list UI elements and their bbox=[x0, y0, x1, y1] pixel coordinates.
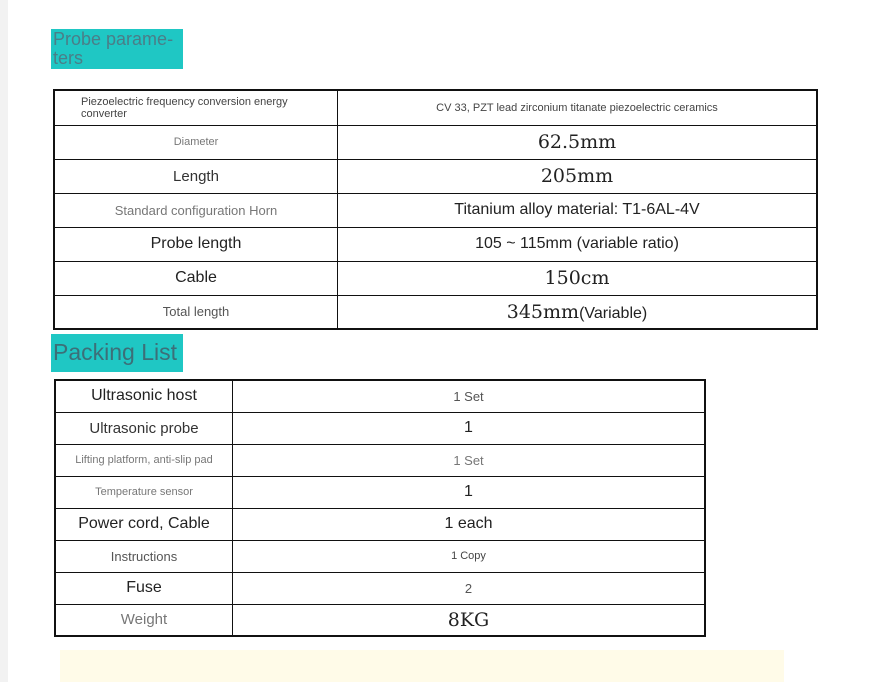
packing-list-heading: Packing List bbox=[51, 334, 183, 372]
table-row bbox=[54, 90, 817, 125]
param-label: Length bbox=[54, 159, 338, 193]
table-row bbox=[54, 193, 817, 227]
table-row bbox=[54, 159, 817, 193]
param-label: Piezoelectric frequency conversion energy converter bbox=[54, 90, 338, 125]
table-row bbox=[55, 412, 705, 444]
table-row bbox=[55, 540, 705, 572]
param-value: 62.5mm bbox=[338, 125, 818, 159]
param-label: Probe length bbox=[54, 227, 338, 261]
table-row bbox=[55, 380, 705, 412]
param-value bbox=[338, 295, 818, 329]
item-label: Fuse bbox=[55, 572, 233, 604]
total-length-suffix: (Variable) bbox=[579, 304, 648, 322]
param-label: Diameter bbox=[54, 125, 338, 159]
table-row bbox=[55, 476, 705, 508]
packing-list-table bbox=[54, 379, 706, 637]
param-label: Total length bbox=[54, 295, 338, 329]
item-label: Temperature sensor bbox=[55, 476, 233, 508]
item-label: Weight bbox=[55, 604, 233, 636]
item-quantity: 1 Copy bbox=[233, 540, 706, 572]
item-quantity: 1 Set bbox=[233, 380, 706, 412]
item-quantity: 8KG bbox=[233, 604, 706, 636]
param-value: CV 33, PZT lead zirconium titanate piezoelectric ceramics bbox=[338, 90, 818, 125]
item-quantity: 1 Set bbox=[233, 444, 706, 476]
item-quantity: 1 each bbox=[233, 508, 706, 540]
table-row bbox=[55, 444, 705, 476]
item-label: Power cord, Cable bbox=[55, 508, 233, 540]
probe-parameters-table bbox=[53, 89, 818, 330]
table-row bbox=[54, 227, 817, 261]
probe-parameters-heading: Probe parame- ters bbox=[51, 29, 183, 69]
table-row bbox=[54, 125, 817, 159]
param-value: Titanium alloy material: T1-6AL-4V bbox=[338, 193, 818, 227]
item-label: Instructions bbox=[55, 540, 233, 572]
param-label: Standard configuration Horn bbox=[54, 193, 338, 227]
page-left-margin bbox=[0, 0, 8, 682]
item-label: Lifting platform, anti-slip pad bbox=[55, 444, 233, 476]
bottom-band bbox=[60, 650, 784, 682]
item-quantity: 1 bbox=[233, 412, 706, 444]
table-row bbox=[55, 604, 705, 636]
item-label: Ultrasonic probe bbox=[55, 412, 233, 444]
item-quantity: 2 bbox=[233, 572, 706, 604]
item-label: Ultrasonic host bbox=[55, 380, 233, 412]
table-row bbox=[54, 295, 817, 329]
param-label: Cable bbox=[54, 261, 338, 295]
param-value: 205mm bbox=[338, 159, 818, 193]
param-value: 105 ~ 115mm (variable ratio) bbox=[338, 227, 818, 261]
item-quantity: 1 bbox=[233, 476, 706, 508]
table-row bbox=[55, 508, 705, 540]
table-row bbox=[55, 572, 705, 604]
table-row bbox=[54, 261, 817, 295]
total-length-value: 345mm bbox=[506, 300, 580, 323]
param-value: 150cm bbox=[338, 261, 818, 295]
